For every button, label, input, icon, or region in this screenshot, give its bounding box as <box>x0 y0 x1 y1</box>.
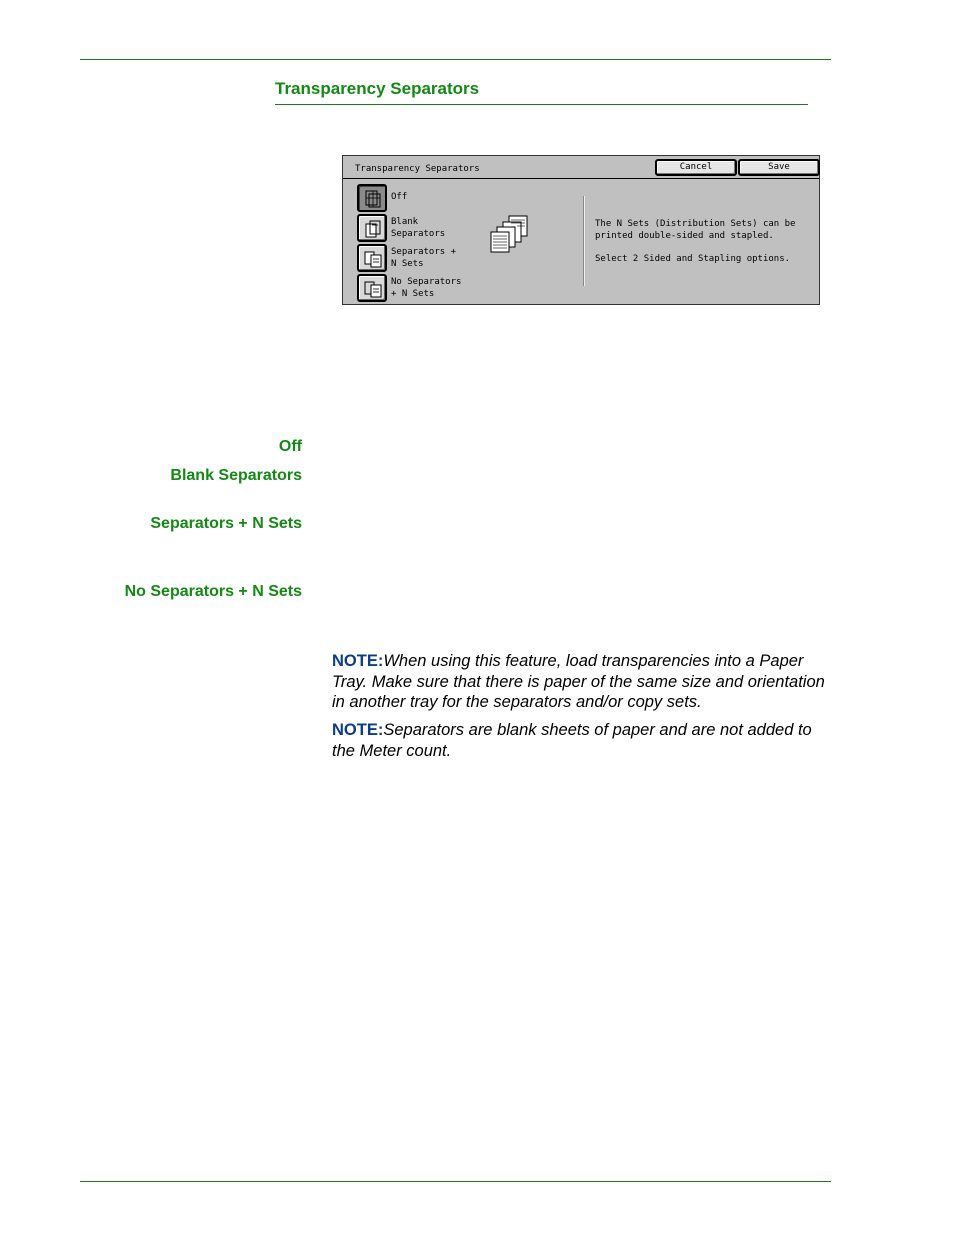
transparency-separators-screen <box>342 155 820 305</box>
option-blank-separators[interactable] <box>357 214 497 242</box>
footer-rule <box>80 1181 831 1182</box>
note-paper-tray <box>332 651 832 713</box>
term-no-separators-n-sets: No Separators + N Sets <box>124 583 302 600</box>
cancel-button[interactable]: Cancel <box>655 159 737 176</box>
separators-n-sets-icon <box>363 249 383 269</box>
option-blank-label: Blank Separators <box>391 217 446 239</box>
term-blank-separators: Blank Separators <box>170 467 302 484</box>
separators-n-sets-option-button[interactable] <box>357 244 387 272</box>
section-title-underline <box>275 104 808 105</box>
note-meter-count <box>332 720 832 761</box>
off-option-button[interactable] <box>357 184 387 212</box>
option-off[interactable] <box>357 184 497 212</box>
option-sepn-label: Separators + N Sets <box>391 247 457 269</box>
note-text: When using this feature, load transparencies into a Paper Tray. Make sure that there is paper of the same size and orientation in another tray for the separators and/or copy sets. <box>332 652 825 711</box>
info-text-options: Select 2 Sided and Stapling options. <box>595 254 791 264</box>
option-no-separators-n-sets[interactable] <box>357 274 497 302</box>
note-label: NOTE: <box>332 652 384 670</box>
blank-separators-icon <box>363 219 383 239</box>
info-text-n-sets: The N Sets (Distribution Sets) can be printed double-sided and stapled. <box>595 219 796 241</box>
screen-titlebar <box>343 156 819 179</box>
term-off: Off <box>278 438 302 455</box>
blank-separators-option-button[interactable] <box>357 214 387 242</box>
note-label: NOTE: <box>332 721 384 739</box>
paper-stack-illustration <box>489 214 533 254</box>
save-button[interactable]: Save <box>738 159 820 176</box>
section-title: Transparency Separators <box>275 79 480 98</box>
header-rule <box>80 59 831 60</box>
no-separators-n-sets-option-button[interactable] <box>357 274 387 302</box>
option-nosep-label: No Separators + N Sets <box>391 277 462 299</box>
term-separators-n-sets: Separators + N Sets <box>150 515 302 532</box>
option-off-label: Off <box>391 192 408 202</box>
transparency-off-icon <box>363 189 383 209</box>
screen-title: Transparency Separators <box>355 164 480 174</box>
note-text: Separators are blank sheets of paper and are not added to the Meter count. <box>332 721 812 760</box>
no-separators-n-sets-icon <box>363 279 383 299</box>
option-separators-n-sets[interactable] <box>357 244 497 272</box>
screen-divider <box>583 196 585 286</box>
